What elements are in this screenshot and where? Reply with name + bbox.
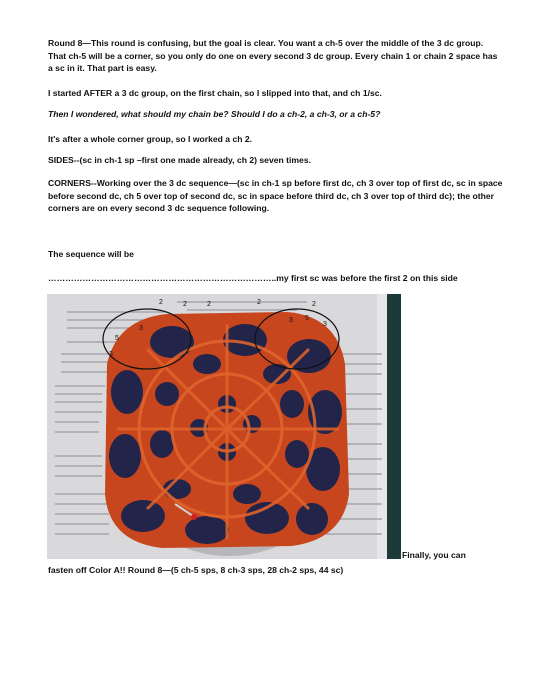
- paragraph-sides: SIDES--(sc in ch-1 sp –first one made already, ch 2) seven times.: [48, 155, 311, 165]
- svg-text:3: 3: [139, 325, 143, 332]
- paragraph-sequence-heading: The sequence will be: [48, 249, 134, 259]
- crochet-photo: [47, 294, 401, 559]
- paragraph-corners: CORNERS--Working over the 3 dc sequence—(sc in ch-1 sp before first dc, ch 3 over top of first dc, sc in space before second dc, ch 5 over top of second dc, sc in space before third dc, ch 3 over top of third dc); the other corners are on every second 3 dc sequence following.: [48, 178, 503, 214]
- paragraph-corner-group: It's after a whole corner group, so I worked a ch 2.: [48, 134, 253, 144]
- svg-text:3: 3: [323, 321, 327, 328]
- paragraph-finally: Finally, you can: [402, 550, 466, 560]
- svg-text:2: 2: [159, 299, 163, 306]
- svg-text:3: 3: [289, 317, 293, 324]
- svg-text:2: 2: [312, 301, 316, 308]
- svg-text:2: 2: [257, 299, 261, 306]
- crochet-square-image: [47, 294, 401, 559]
- svg-text:5: 5: [115, 335, 119, 342]
- svg-text:3: 3: [109, 351, 113, 358]
- svg-text:5: 5: [305, 315, 309, 322]
- paragraph-sequence-dots: ……………………………………………………………………..my first sc was before the first 2 on this side: [48, 273, 458, 283]
- paragraph-started-after: I started AFTER a 3 dc group, on the first chain, so I slipped into that, and ch 1/sc.: [48, 88, 382, 98]
- svg-text:2: 2: [207, 301, 211, 308]
- paragraph-round-8-intro: Round 8—This round is confusing, but the goal is clear. You want a ch-5 over the middle of the 3 dc group. That ch-5 will be a corner, so you only do one on every second 3 dc group. Every chain 1 or chain 2 space has a sc in it. That part is easy.: [48, 38, 498, 74]
- svg-text:2: 2: [183, 301, 187, 308]
- paragraph-wondered: Then I wondered, what should my chain be? Should I do a ch-2, a ch-3, or a ch-5?: [48, 109, 381, 119]
- paragraph-fasten-off: fasten off Color A!! Round 8—(5 ch-5 sps, 8 ch-3 sps, 28 ch-2 sps, 44 sc): [48, 565, 344, 575]
